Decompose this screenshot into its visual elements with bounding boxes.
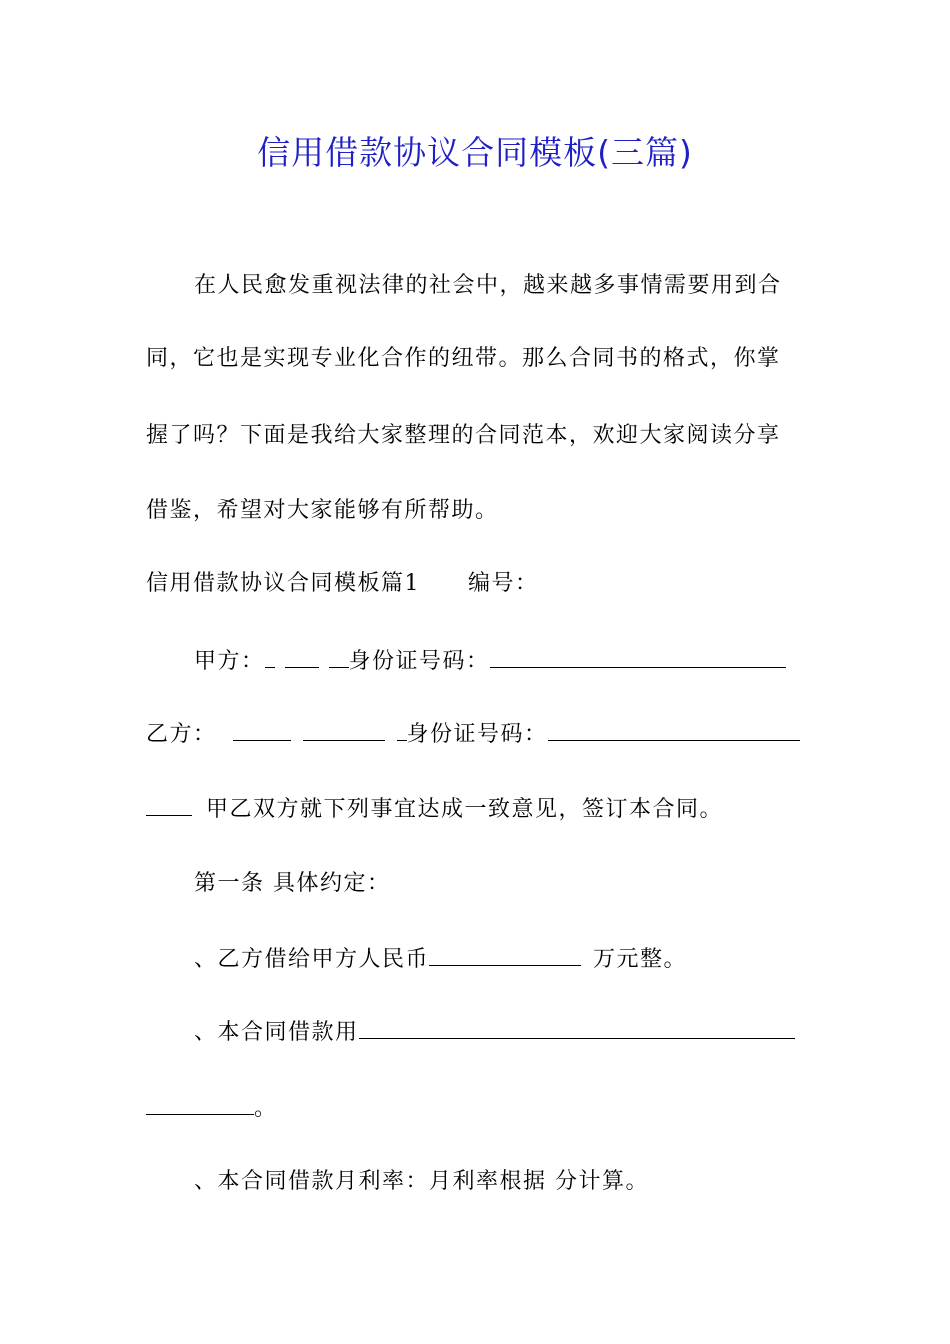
item-2-prefix: 、本合同借款用 xyxy=(194,1020,359,1045)
intro-line-2: 同，它也是实现专业化合作的纽带。那么合同书的格式，你掌 xyxy=(146,346,781,371)
item-2-continued-row xyxy=(146,1092,806,1125)
party-b-row xyxy=(146,718,806,751)
party-b-name-blank-2 xyxy=(303,718,385,741)
party-b-label: 乙方： xyxy=(146,722,217,747)
section-heading: 信用借款协议合同模板篇1 xyxy=(146,571,420,596)
party-b-name-blank-3 xyxy=(397,718,407,741)
party-a-name-blank-3 xyxy=(329,645,349,668)
number-label: 编号： xyxy=(468,571,539,596)
intro-line-3: 握了吗？下面是我给大家整理的合同范本，欢迎大家阅读分享 xyxy=(146,423,781,448)
loan-purpose-blank xyxy=(359,1016,795,1039)
item-1-row xyxy=(146,943,854,976)
agreement-row xyxy=(146,793,806,826)
intro-line-1: 在人民愈发重视法律的社会中，越来越多事情需要用到合 xyxy=(194,273,782,298)
section-heading-row xyxy=(146,568,806,600)
loan-purpose-blank-continued xyxy=(146,1092,254,1115)
document-title: 信用借款协议合同模板(三篇) xyxy=(257,133,693,172)
intro-line-4: 借鉴，希望对大家能够有所帮助。 xyxy=(146,498,499,523)
party-a-name-blank-1 xyxy=(265,645,275,668)
party-b-name-blank-1 xyxy=(233,718,291,741)
item-1-prefix: 、乙方借给甲方人民币 xyxy=(194,947,430,972)
loan-amount-blank xyxy=(429,943,581,966)
party-a-id-label: 身份证号码： xyxy=(348,649,490,674)
item-3-row: 、本合同借款月利率：月利率根据 分计算。 xyxy=(194,1169,649,1194)
item-1-suffix: 万元整。 xyxy=(593,947,688,972)
agreement-text: 甲乙双方就下列事宜达成一致意见，签订本合同。 xyxy=(206,797,724,822)
item-2-row xyxy=(146,1016,806,1049)
article-1-heading: 第一条 具体约定： xyxy=(194,871,391,896)
party-b-id-label: 身份证号码： xyxy=(406,722,548,747)
party-a-id-blank xyxy=(490,645,786,668)
party-b-id-blank-continued xyxy=(146,793,192,816)
party-a-name-blank-2 xyxy=(285,645,319,668)
item-2-suffix: 。 xyxy=(254,1096,278,1121)
party-a-row xyxy=(146,645,806,678)
party-b-id-blank xyxy=(548,718,800,741)
party-a-label: 甲方： xyxy=(194,649,265,674)
